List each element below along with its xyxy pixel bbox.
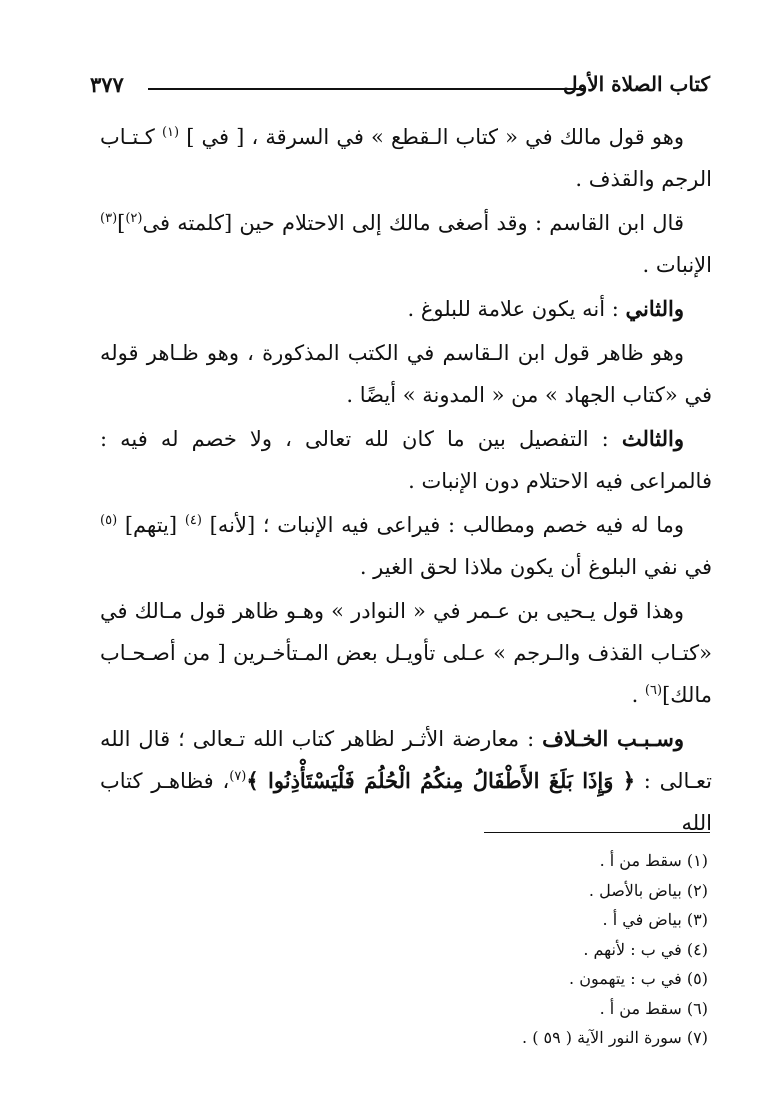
- footnote-divider: [484, 832, 710, 833]
- footnote-item: (٧) سورة النور الآية ( ٥٩ ) .: [522, 1028, 708, 1047]
- paragraph-8: [100, 718, 712, 844]
- main-text: [100, 116, 712, 846]
- text-span: قال ابن القاسم : وقد أصغى مالك إلى الاحتلام حين [كلمته فى: [142, 211, 684, 235]
- section-lead: والثالث: [621, 426, 684, 451]
- paragraph-5: [100, 418, 712, 502]
- page-header: [90, 70, 710, 102]
- footnote-ref[interactable]: (٤): [184, 513, 202, 528]
- quran-verse: ﴿ وَإِذَا بَلَغَ الأَطْفَالُ مِنكُمُ الْحُلُمَ فَلْيَسْتَأْذِنُوا ﴾: [246, 768, 636, 793]
- footnote-ref[interactable]: (١): [161, 125, 180, 140]
- text-span: الإنبات .: [642, 253, 712, 277]
- footnote-item: (٦) سقط من أ .: [599, 998, 708, 1018]
- footnote-ref[interactable]: (٧): [229, 769, 247, 784]
- footnote-item: (٣) بياض في أ .: [602, 910, 708, 929]
- text-span: ، فظاهـر كتاب الله: [100, 769, 712, 835]
- text-span: وهذا قول يـحيى بن عـمر في « النوادر » وهـو ظاهر قول مـالك في «كتـاب القذف والـرجم » عـلى تأويـل بعض المـتأخـرين [ من أصـحـاب مالك]: [100, 599, 712, 707]
- paragraph-2: [100, 202, 712, 286]
- page-number: ٣٧٧: [90, 72, 124, 97]
- paragraph-7: [100, 590, 712, 716]
- paragraph-3: [100, 288, 712, 330]
- paragraph-4: [100, 332, 712, 416]
- text-span: : معارضة الأثـر لظاهر كتاب الله تـعالى ؛ قال الله تعـالى :: [100, 727, 713, 793]
- text-span: وهو قول مالك في « كتاب الـقطع » في السرقة ، [ في ]: [179, 125, 684, 149]
- text-span: وهو ظاهر قول ابن الـقاسم في الكتب المذكورة ، وهو ظـاهر قوله في «كتاب الجهاد » من « المدونة » أيضًا .: [100, 341, 712, 407]
- footnotes-list: [408, 846, 708, 1053]
- header-rule: [148, 88, 584, 90]
- section-lead: والثاني: [625, 296, 684, 321]
- text-span: ]: [117, 211, 126, 235]
- text-span: : أنه يكون علامة للبلوغ .: [407, 297, 626, 321]
- text-span: .: [631, 683, 645, 707]
- text-span: وما له فيه خصم ومطالب : فيراعى فيه الإنبات ؛ [لأنه]: [201, 513, 684, 537]
- footnote-item: (٤) في ب : لأنهم .: [583, 939, 708, 959]
- footnote-ref[interactable]: (٥): [100, 513, 118, 528]
- footnote-ref[interactable]: (٦): [644, 683, 663, 698]
- text-span: : التفصيل بين ما كان لله تعالى ، ولا خصم له فيه : فالمراعى فيه الاحتلام دون الإنبات .: [100, 427, 712, 493]
- paragraph-1: [100, 116, 712, 200]
- running-title: كتاب الصلاة الأول: [563, 72, 710, 96]
- footnote-ref[interactable]: (٢): [125, 211, 143, 226]
- footnote-item: (١) سقط من أ .: [599, 851, 708, 870]
- text-span: [يتهم]: [117, 513, 185, 537]
- text-span: في نفي البلوغ أن يكون ملاذا لحق الغير .: [359, 555, 712, 579]
- text-span: كـتـاب الرجم والقذف .: [100, 125, 712, 191]
- section-lead: وسـبـب الخـلاف: [542, 726, 684, 751]
- footnote-ref[interactable]: (٣): [100, 211, 118, 226]
- footnote-item: (٢) بياض بالأصل .: [588, 880, 708, 900]
- footnote-item: (٥) في ب : يتهمون .: [569, 969, 708, 988]
- paragraph-6: [100, 504, 712, 588]
